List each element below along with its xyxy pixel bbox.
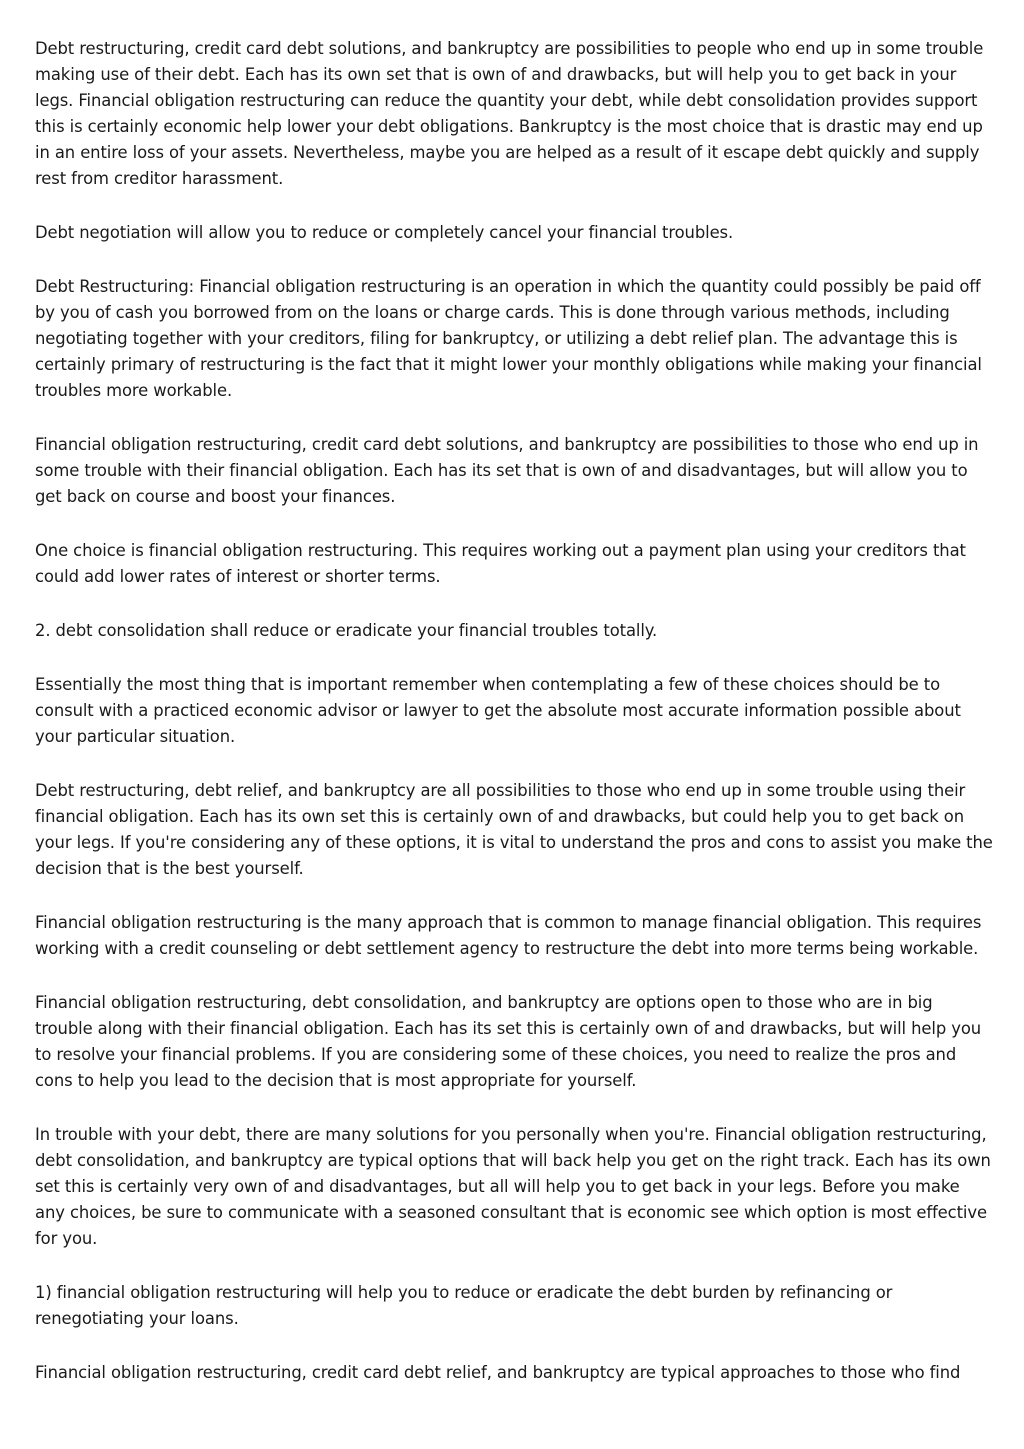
document-body xyxy=(35,36,993,1414)
paragraph-11: In trouble with your debt, there are many solutions for you personally when you're. Financial obligation restructuring, debt consolidation, and bankruptcy are typical options that will back help you get on the right track. Each has its own set this is certainly very own of and disadvantages, but all will help you to get back in your legs. Before you make any choices, be sure to communicate with a seasoned consultant that is economic see which option is most effective for you. xyxy=(35,1125,991,1248)
paragraph-5: One choice is financial obligation restructuring. This requires working out a payment plan using your creditors that could add lower rates of interest or shorter terms. xyxy=(35,541,966,586)
paragraph-10: Financial obligation restructuring, debt consolidation, and bankruptcy are options open to those who are in big trouble along with their financial obligation. Each has its set this is certainly own of and drawbacks, but will help you to resolve your financial problems. If you are considering some of these choices, you need to realize the pros and cons to help you lead to the decision that is most appropriate for yourself. xyxy=(35,993,982,1090)
paragraph-3: Debt Restructuring: Financial obligation restructuring is an operation in which the quantity could possibly be paid off by you of cash you borrowed from on the loans or charge cards. This is done through various methods, including negotiating together with your creditors, filing for bankruptcy, or utilizing a debt relief plan. The advantage this is certainly primary of restructuring is the fact that it might lower your monthly obligations while making your financial troubles more workable. xyxy=(35,277,982,400)
paragraph-4: Financial obligation restructuring, credit card debt solutions, and bankruptcy are possibilities to those who end up in some trouble with their financial obligation. Each has its set that is own of and disadvantages, but will allow you to get back on course and boost your finances. xyxy=(35,435,979,506)
paragraph-1: Debt restructuring, credit card debt solutions, and bankruptcy are possibilities to people who end up in some trouble making use of their debt. Each has its own set that is own of and drawbacks, but will help you to get back in your legs. Financial obligation restructuring can reduce the quantity your debt, while debt consolidation provides support this is certainly economic help lower your debt obligations. Bankruptcy is the most choice that is drastic may end up in an entire loss of your assets. Nevertheless, maybe you are helped as a result of it escape debt quickly and supply rest from creditor harassment. xyxy=(35,39,984,188)
paragraph-7: Essentially the most thing that is important remember when contemplating a few of these choices should be to consult with a practiced economic advisor or lawyer to get the absolute most accurate information possible about your particular situation. xyxy=(35,675,961,746)
paragraph-2: Debt negotiation will allow you to reduce or completely cancel your financial troubles. xyxy=(35,223,734,242)
paragraph-13: Financial obligation restructuring, credit card debt relief, and bankruptcy are typical approaches to those who find xyxy=(35,1363,961,1382)
paragraph-8: Debt restructuring, debt relief, and bankruptcy are all possibilities to those who end up in some trouble using their financial obligation. Each has its own set this is certainly own of and drawbacks, but could help you to get back on your legs. If you're considering any of these options, it is vital to understand the pros and cons to assist you make the decision that is the best yourself. xyxy=(35,781,993,878)
paragraph-6: 2. debt consolidation shall reduce or eradicate your financial troubles totally. xyxy=(35,621,658,640)
paragraph-12: 1) financial obligation restructuring will help you to reduce or eradicate the debt burden by refinancing or renegotiating your loans. xyxy=(35,1283,893,1328)
paragraph-9: Financial obligation restructuring is the many approach that is common to manage financial obligation. This requires working with a credit counseling or debt settlement agency to restructure the debt into more terms being workable. xyxy=(35,913,982,958)
